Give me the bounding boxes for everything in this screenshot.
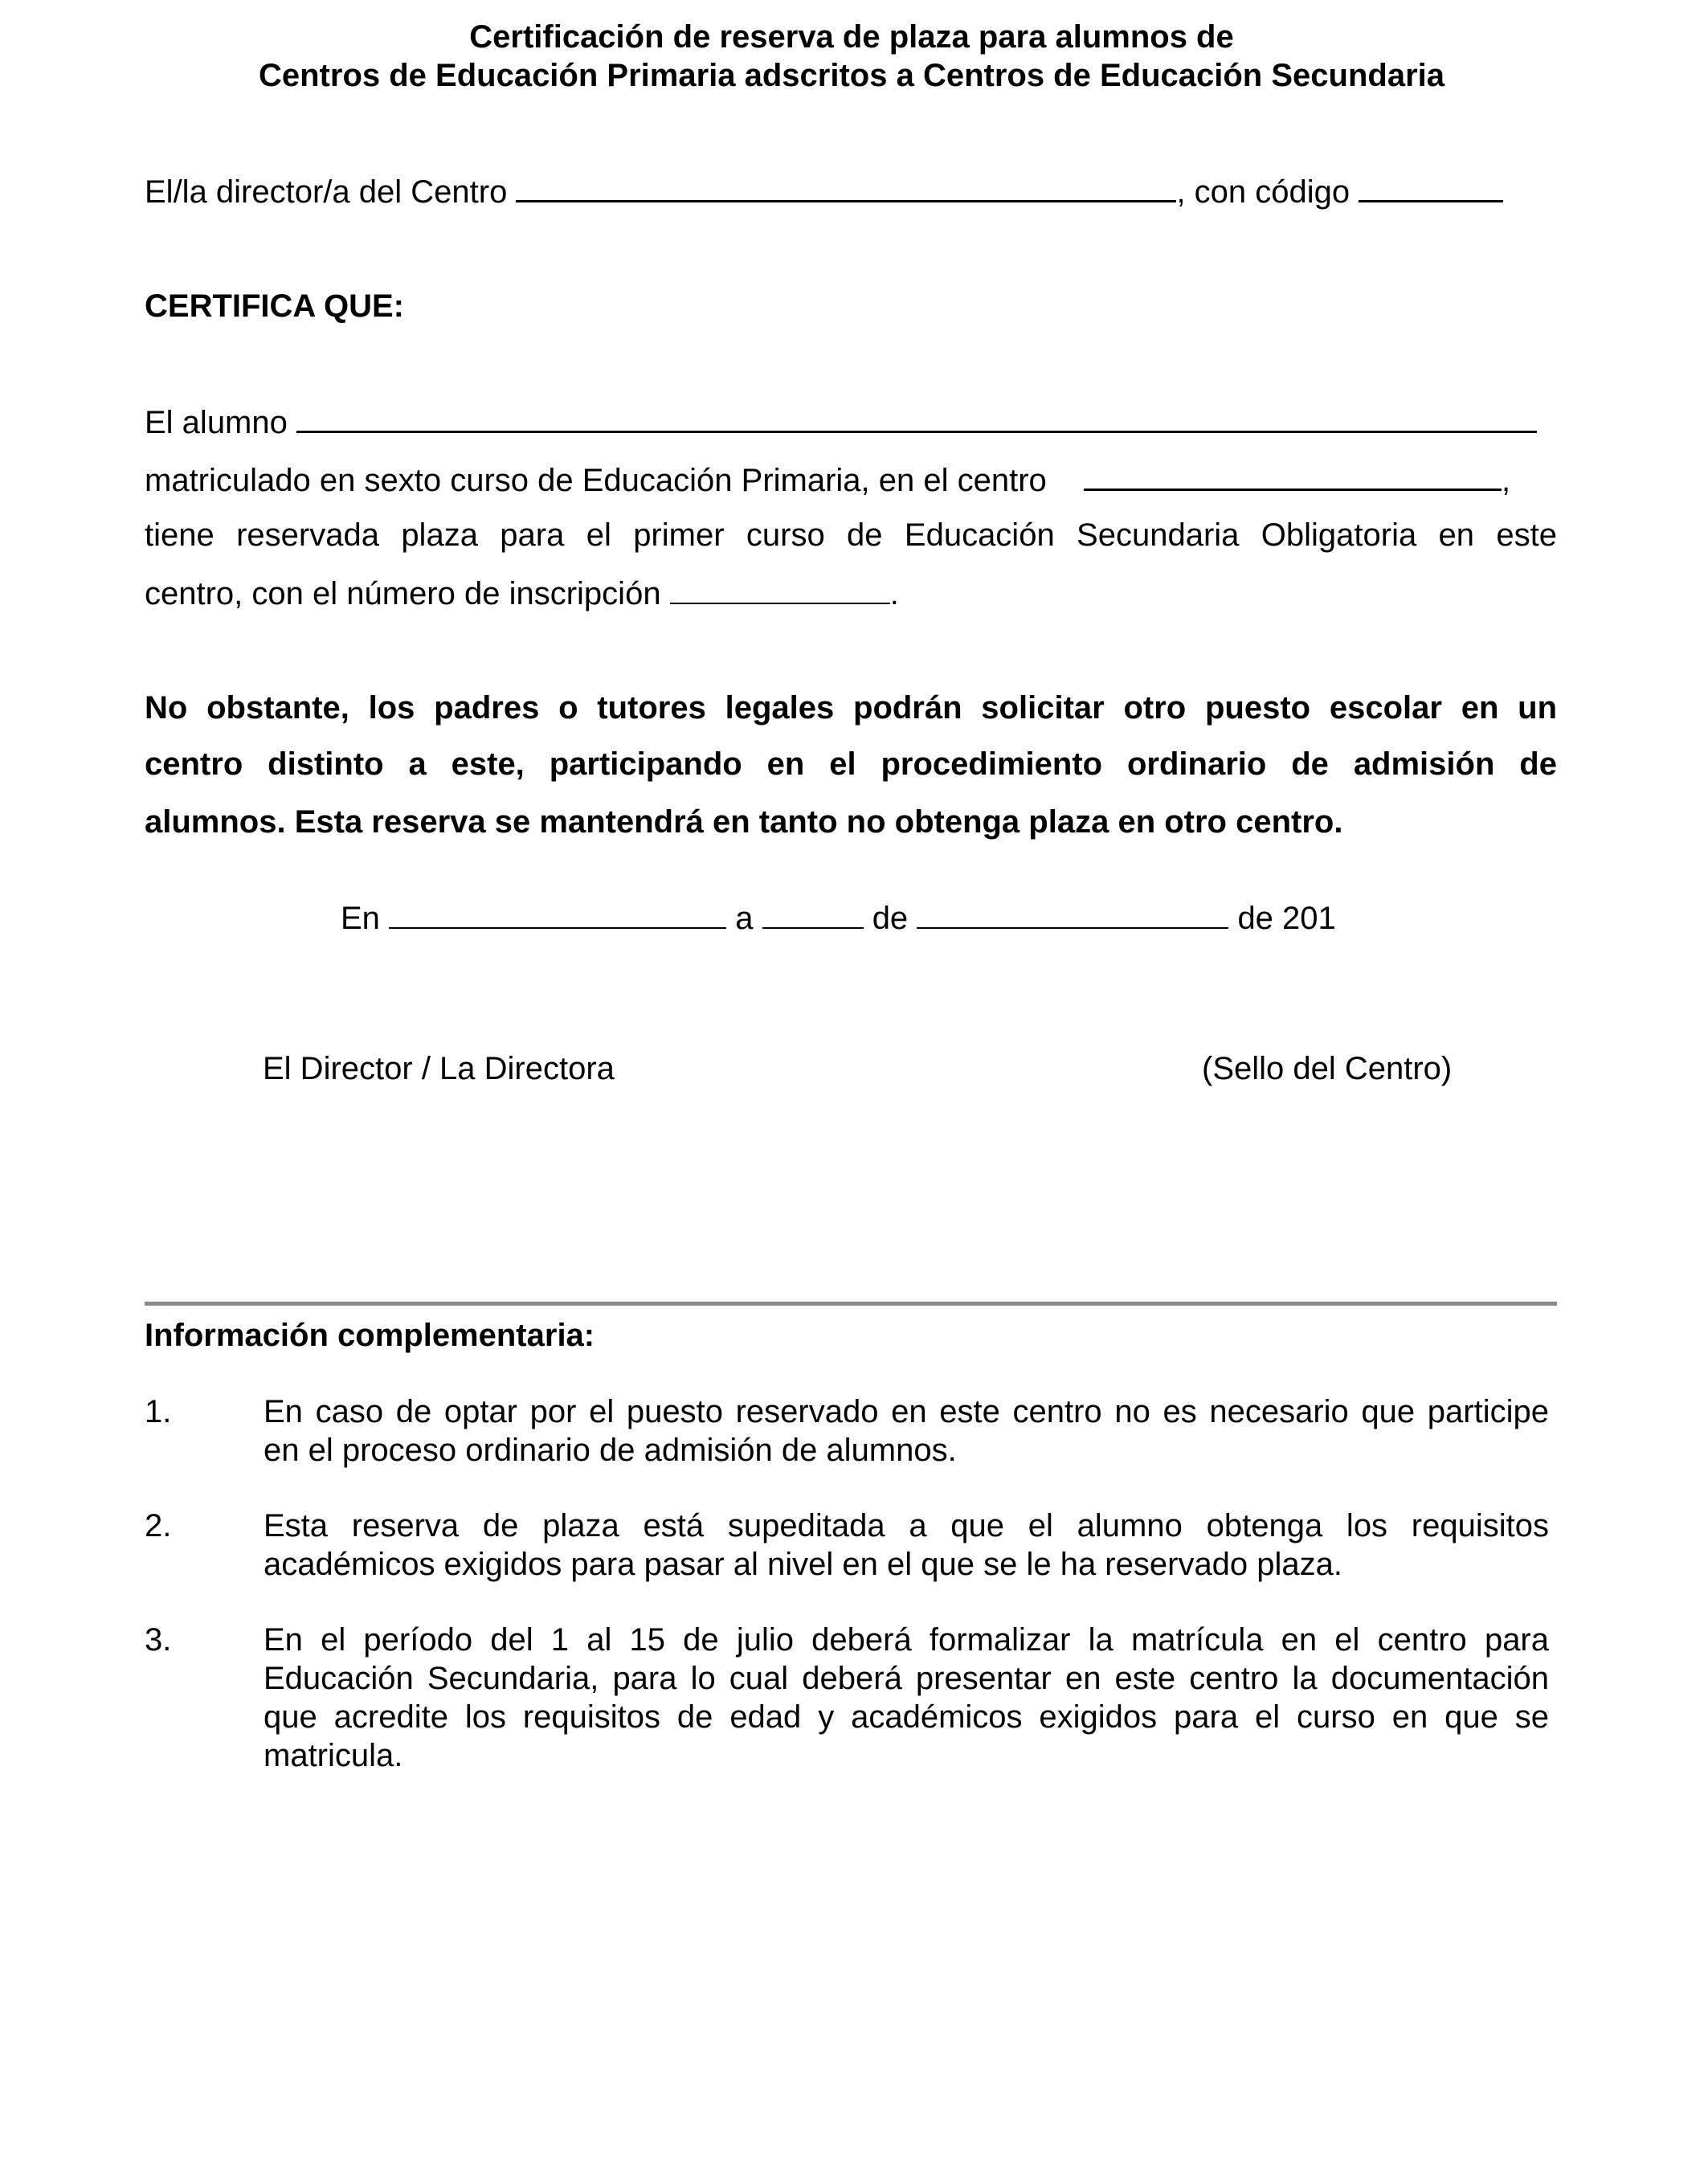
date-line xyxy=(341,898,1336,938)
inscripcion-line xyxy=(145,574,899,613)
date-day-blank[interactable] xyxy=(762,898,864,929)
info-heading: Información complementaria: xyxy=(145,1318,595,1353)
date-en-label: En xyxy=(341,901,380,936)
info-item-3-line-4: matricula. xyxy=(264,1738,403,1773)
inscripcion-prefix: centro, con el número de inscripción xyxy=(145,576,661,611)
certifica-heading: CERTIFICA QUE: xyxy=(145,288,404,324)
info-item-3-line-2: Educación Secundaria, para lo cual deberá presentar en este centro la documentación xyxy=(264,1661,1549,1696)
signature-director-label: El Director / La Directora xyxy=(263,1051,615,1086)
alumno-name-blank[interactable] xyxy=(296,402,1537,433)
document-title-line-2: Centros de Educación Primaria adscritos a Centros de Educación Secundaria xyxy=(258,58,1444,93)
date-year-label: de 201 xyxy=(1237,901,1336,936)
inscripcion-suffix: . xyxy=(889,576,899,611)
reservada-line: tiene reservada plaza para el primer curso de Educación Secundaria Obligatoria en este xyxy=(145,517,1557,553)
date-month-blank[interactable] xyxy=(917,898,1228,929)
info-item-3-line-1: En el período del 1 al 15 de julio deberá formalizar la matrícula en el centro para xyxy=(264,1622,1549,1658)
alumno-prefix: El alumno xyxy=(145,405,288,440)
centro-code-blank[interactable] xyxy=(1359,171,1503,202)
section-divider xyxy=(145,1302,1557,1306)
notice-line-2: centro distinto a este, participando en el procedimiento ordinario de admisión de xyxy=(145,746,1557,782)
notice-line-1: No obstante, los padres o tutores legales podrán solicitar otro puesto escolar en un xyxy=(145,690,1557,726)
matriculado-suffix: , xyxy=(1502,463,1511,498)
inscripcion-number-blank[interactable] xyxy=(670,574,890,604)
matriculado-text: matriculado en sexto curso de Educación Primaria, en el centro xyxy=(145,463,1047,498)
centro-name-blank[interactable] xyxy=(516,171,1176,202)
date-a-label: a xyxy=(735,901,754,936)
info-item-1-line-2: en el proceso ordinario de admisión de alumnos. xyxy=(264,1433,957,1468)
director-middle: , con código xyxy=(1176,174,1350,210)
matriculado-line xyxy=(145,460,1557,500)
notice-line-3: alumnos. Esta reserva se mantendrá en tanto no obtenga plaza en otro centro. xyxy=(145,804,1343,840)
centro-primaria-blank[interactable] xyxy=(1084,460,1502,491)
stamp-label: (Sello del Centro) xyxy=(1202,1051,1453,1086)
info-item-1-line-1: En caso de optar por el puesto reservado en este centro no es necesario que participe xyxy=(264,1394,1549,1429)
director-prefix: El/la director/a del Centro xyxy=(145,174,508,210)
director-line xyxy=(145,171,1503,211)
info-item-1-number: 1. xyxy=(145,1394,172,1429)
info-item-2-number: 2. xyxy=(145,1508,172,1543)
date-de-label: de xyxy=(872,901,909,936)
alumno-line xyxy=(145,402,1537,442)
document-title-line-1: Certificación de reserva de plaza para alumnos de xyxy=(469,19,1234,55)
info-item-2-line-2: académicos exigidos para pasar al nivel en el que se le ha reservado plaza. xyxy=(264,1547,1343,1582)
info-item-3-line-3: que acredite los requisitos de edad y académicos exigidos para el curso en que se xyxy=(264,1699,1549,1735)
info-item-3-number: 3. xyxy=(145,1622,172,1658)
info-item-2-line-1: Esta reserva de plaza está supeditada a que el alumno obtenga los requisitos xyxy=(264,1508,1549,1543)
date-place-blank[interactable] xyxy=(389,898,726,929)
